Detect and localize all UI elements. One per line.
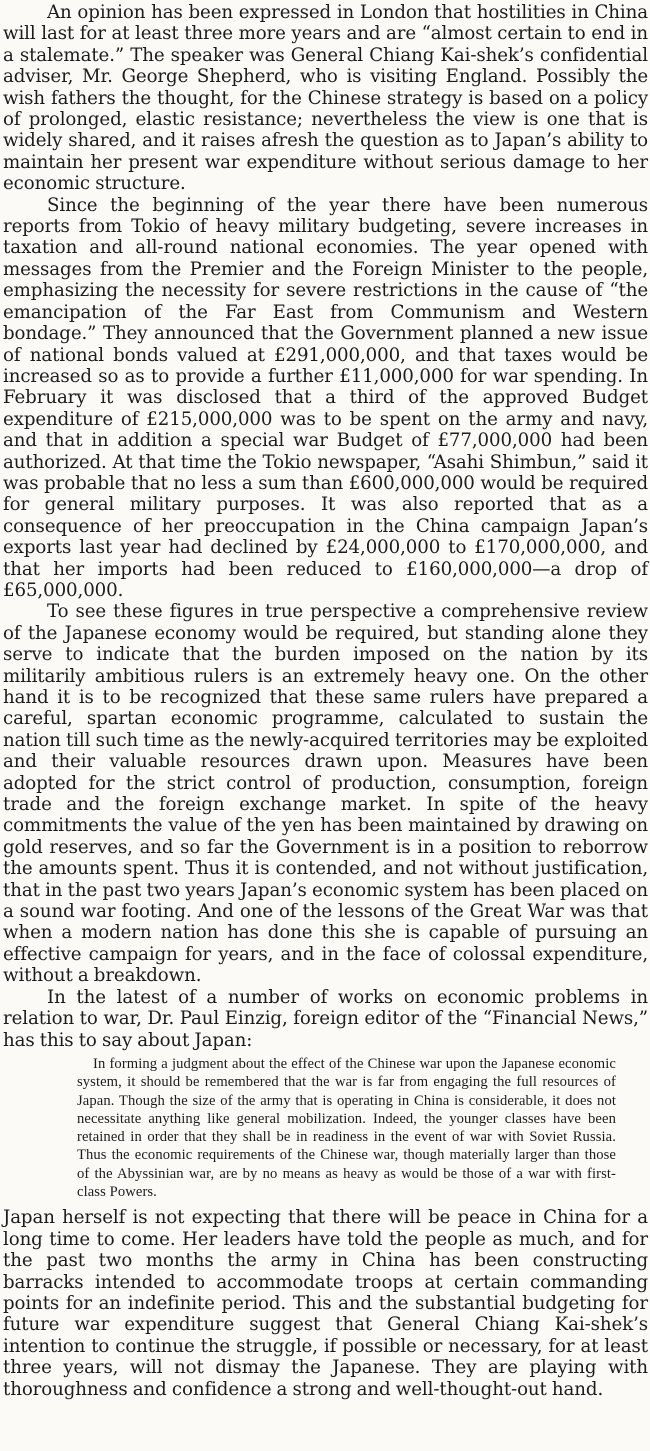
paragraph-einzig-intro: In the latest of a number of works on economic problems in relation to war, Dr. Paul Einzig, foreign editor of the “Financial News,” has this to say about Japan:: [3, 986, 648, 1051]
einzig-quotation: In forming a judgment about the effect of the Chinese war upon the Japanese economic system, it should be remembered that the war is far from engaging the full resources of Japan. Though the size of the army that is operating in China is considerable, it does not necessitate anything like general mobilization. Indeed, the younger classes have been retained in order that they shall be in readiness in the event of war with Soviet Russia. Thus the economic requirements of the Chinese war, though materially larger than those of the Abyssinian war, are by no means as heavy as would be those of a war with first-class Powers.: [77, 1055, 616, 1200]
paragraph-stalemate-opinion: An opinion has been expressed in London that hostilities in China will last for at least three more years and are “almost certain to end in a stalemate.” The speaker was General Chiang Kai-shek’s confidential adviser, Mr. George Shepherd, who is visiting England. Possibly the wish fathers the thought, for the Chinese strategy is based on a policy of prolonged, elastic resistance; nevertheless the view is one that is widely shared, and it raises afresh the question as to Japan’s ability to maintain her present war expenditure without serious damage to her economic structure.: [3, 2, 648, 195]
paragraph-economic-perspective: To see these figures in true perspective a comprehensive review of the Japanese economy would be required, but standing alone they serve to indicate that the burden imposed on the nation by its militarily ambitious rulers is an extremely heavy one. On the other hand it is to be recognized that these same rulers have prepared a careful, spartan economic programme, calculated to sustain the nation till such time as the newly-acquired territories may be exploited and their valuable resources drawn upon. Measures have been adopted for the strict control of production, consumption, foreign trade and the foreign exchange market. In spite of the heavy commitments the value of the yen has been maintained by drawing on gold reserves, and so far the Government is in a position to reborrow the amounts spent. Thus it is contended, and not without justification, that in the past two years Japan’s economic system has been placed on a sound war footing. And one of the lessons of the Great War was that when a modern nation has done this she is capable of pursuing an effective campaign for years, and in the face of colossal expenditure, without a breakdown.: [3, 601, 648, 987]
paragraph-military-budgeting: Since the beginning of the year there have been numerous reports from Tokio of heavy military budgeting, severe increases in taxation and all-round national economies. The year opened with messages from the Premier and the Foreign Minister to the people, emphasizing the necessity for severe restrictions in the cause of “the emancipation of the Far East from Communism and Western bondage.” They announced that the Government planned a new issue of national bonds valued at £291,000,000, and that taxes would be increased so as to provide a further £11,000,000 for war spending. In February it was disclosed that a third of the approved Budget expenditure of £215,000,000 was to be spent on the army and navy, and that in addition a special war Budget of £77,000,000 had been authorized. At that time the Tokio newspaper, “Asahi Shimbun,” said it was probable that no less a sum than £600,000,000 would be required for general military purposes. It was also reported that as a consequence of her preoccupation in the China campaign Japan’s exports last year had declined by £24,000,000 to £170,000,000, and that her imports had been reduced to £160,000,000—a drop of £65,000,000.: [3, 194, 648, 601]
article-page: [3, 2, 648, 1400]
paragraph-closing: Japan herself is not expecting that there will be peace in China for a long time to come. Her leaders have told the people as much, and for the past two months the army in China has been constructing barracks intended to accommodate troops at certain commanding points for an indefinite period. This and the substantial budgeting for future war expenditure suggest that General Chiang Kai-shek’s intention to continue the struggle, if possible or necessary, for at least three years, will not dismay the Japanese. They are playing with thoroughness and confidence a strong and well-thought-out hand.: [3, 1207, 648, 1400]
